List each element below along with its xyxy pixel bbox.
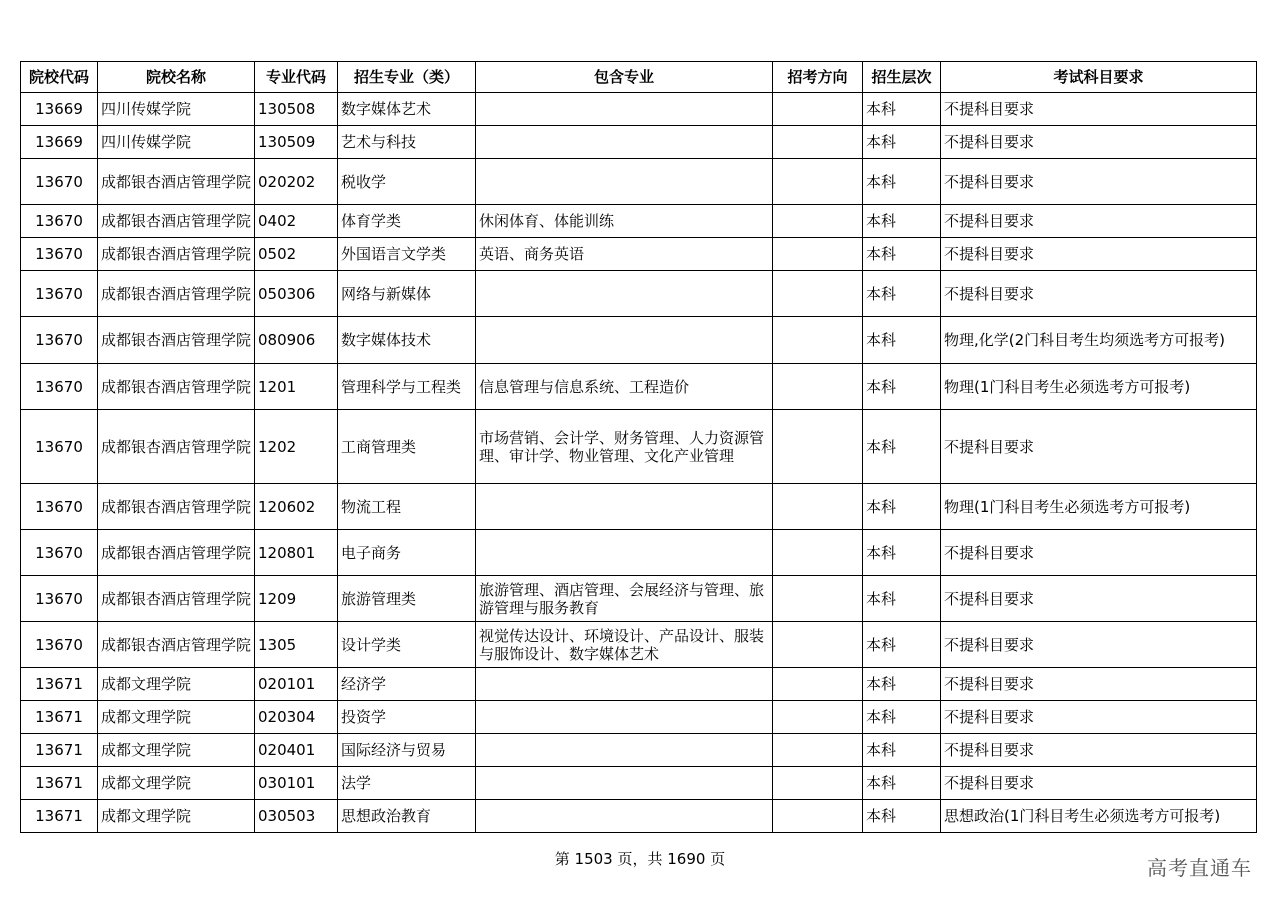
table-row (21, 530, 1257, 576)
cell-requirement: 不提科目要求 (941, 622, 1257, 668)
cell-included-majors: 视觉传达设计、环境设计、产品设计、服装与服饰设计、数字媒体艺术 (476, 622, 773, 668)
cell-school-code: 13669 (21, 93, 98, 126)
cell-included-majors (476, 800, 773, 833)
table-row (21, 238, 1257, 271)
cell-school-name: 成都银杏酒店管理学院 (98, 364, 255, 410)
table-row (21, 800, 1257, 833)
cell-requirement: 不提科目要求 (941, 701, 1257, 734)
cell-school-code: 13670 (21, 364, 98, 410)
cell-school-name: 成都文理学院 (98, 701, 255, 734)
cell-included-majors (476, 530, 773, 576)
cell-direction (773, 622, 863, 668)
cell-included-majors: 信息管理与信息系统、工程造价 (476, 364, 773, 410)
cell-direction (773, 668, 863, 701)
cell-major-code: 050306 (255, 271, 338, 317)
cell-major-code: 1305 (255, 622, 338, 668)
cell-direction (773, 364, 863, 410)
cell-included-majors (476, 484, 773, 530)
table-row (21, 767, 1257, 800)
cell-level: 本科 (863, 622, 941, 668)
cell-major: 数字媒体艺术 (338, 93, 476, 126)
table-row (21, 205, 1257, 238)
cell-major-code: 0402 (255, 205, 338, 238)
cell-direction (773, 410, 863, 484)
cell-school-code: 13670 (21, 238, 98, 271)
table-row (21, 93, 1257, 126)
cell-direction (773, 800, 863, 833)
cell-direction (773, 576, 863, 622)
cell-level: 本科 (863, 238, 941, 271)
cell-level: 本科 (863, 271, 941, 317)
cell-major: 管理科学与工程类 (338, 364, 476, 410)
cell-major: 网络与新媒体 (338, 271, 476, 317)
cell-requirement: 不提科目要求 (941, 767, 1257, 800)
cell-level: 本科 (863, 159, 941, 205)
cell-major: 电子商务 (338, 530, 476, 576)
cell-school-code: 13670 (21, 484, 98, 530)
cell-major-code: 1202 (255, 410, 338, 484)
cell-level: 本科 (863, 701, 941, 734)
table-row (21, 484, 1257, 530)
cell-level: 本科 (863, 576, 941, 622)
cell-direction (773, 701, 863, 734)
admissions-table (20, 61, 1257, 833)
cell-major-code: 030503 (255, 800, 338, 833)
cell-requirement: 物理(1门科目考生必须选考方可报考) (941, 484, 1257, 530)
cell-requirement: 思想政治(1门科目考生必须选考方可报考) (941, 800, 1257, 833)
cell-requirement: 不提科目要求 (941, 93, 1257, 126)
cell-included-majors (476, 734, 773, 767)
cell-level: 本科 (863, 734, 941, 767)
cell-included-majors (476, 317, 773, 364)
cell-level: 本科 (863, 484, 941, 530)
cell-major: 投资学 (338, 701, 476, 734)
cell-included-majors (476, 159, 773, 205)
cell-school-name: 成都银杏酒店管理学院 (98, 622, 255, 668)
cell-school-name: 四川传媒学院 (98, 93, 255, 126)
cell-school-name: 成都文理学院 (98, 668, 255, 701)
cell-school-code: 13670 (21, 271, 98, 317)
cell-requirement: 不提科目要求 (941, 126, 1257, 159)
cell-included-majors: 休闲体育、体能训练 (476, 205, 773, 238)
cell-included-majors (476, 126, 773, 159)
cell-major-code: 020401 (255, 734, 338, 767)
cell-school-name: 成都文理学院 (98, 734, 255, 767)
table-row (21, 410, 1257, 484)
cell-school-code: 13671 (21, 701, 98, 734)
cell-requirement: 不提科目要求 (941, 530, 1257, 576)
cell-major: 设计学类 (338, 622, 476, 668)
cell-school-code: 13670 (21, 622, 98, 668)
cell-requirement: 物理(1门科目考生必须选考方可报考) (941, 364, 1257, 410)
cell-school-name: 成都文理学院 (98, 767, 255, 800)
cell-level: 本科 (863, 800, 941, 833)
table-header-row (21, 62, 1257, 93)
cell-school-code: 13671 (21, 800, 98, 833)
cell-major: 外国语言文学类 (338, 238, 476, 271)
cell-school-name: 成都银杏酒店管理学院 (98, 205, 255, 238)
cell-level: 本科 (863, 668, 941, 701)
cell-school-name: 成都银杏酒店管理学院 (98, 484, 255, 530)
cell-direction (773, 317, 863, 364)
cell-included-majors (476, 668, 773, 701)
cell-major-code: 130509 (255, 126, 338, 159)
table-row (21, 317, 1257, 364)
table-row (21, 126, 1257, 159)
cell-level: 本科 (863, 126, 941, 159)
cell-requirement: 不提科目要求 (941, 205, 1257, 238)
cell-requirement: 不提科目要求 (941, 271, 1257, 317)
cell-major: 经济学 (338, 668, 476, 701)
page-number: 第 1503 页，共 1690 页 (554, 850, 726, 868)
cell-level: 本科 (863, 530, 941, 576)
cell-level: 本科 (863, 317, 941, 364)
cell-requirement: 物理,化学(2门科目考生均须选考方可报考) (941, 317, 1257, 364)
cell-school-code: 13670 (21, 410, 98, 484)
cell-direction (773, 484, 863, 530)
cell-major: 数字媒体技术 (338, 317, 476, 364)
cell-school-name: 成都银杏酒店管理学院 (98, 317, 255, 364)
cell-major-code: 120602 (255, 484, 338, 530)
cell-school-code: 13671 (21, 734, 98, 767)
table-row (21, 622, 1257, 668)
cell-included-majors (476, 271, 773, 317)
cell-direction (773, 159, 863, 205)
cell-school-code: 13670 (21, 530, 98, 576)
cell-school-name: 成都银杏酒店管理学院 (98, 576, 255, 622)
table-row (21, 576, 1257, 622)
cell-school-name: 成都银杏酒店管理学院 (98, 530, 255, 576)
cell-included-majors (476, 93, 773, 126)
table-row (21, 701, 1257, 734)
header-school-code: 院校代码 (21, 62, 98, 93)
cell-school-code: 13670 (21, 205, 98, 238)
cell-direction (773, 126, 863, 159)
cell-school-code: 13670 (21, 159, 98, 205)
cell-school-name: 成都银杏酒店管理学院 (98, 238, 255, 271)
table-row (21, 271, 1257, 317)
header-school-name: 院校名称 (98, 62, 255, 93)
header-major-code: 专业代码 (255, 62, 338, 93)
cell-direction (773, 767, 863, 800)
table-row (21, 159, 1257, 205)
table-row (21, 668, 1257, 701)
cell-major: 工商管理类 (338, 410, 476, 484)
cell-included-majors: 市场营销、会计学、财务管理、人力资源管理、审计学、物业管理、文化产业管理 (476, 410, 773, 484)
cell-major: 旅游管理类 (338, 576, 476, 622)
watermark-text: 高考直通车 (1147, 856, 1252, 880)
header-requirement: 考试科目要求 (941, 62, 1257, 93)
cell-major: 物流工程 (338, 484, 476, 530)
cell-major: 体育学类 (338, 205, 476, 238)
cell-requirement: 不提科目要求 (941, 159, 1257, 205)
cell-school-name: 成都银杏酒店管理学院 (98, 271, 255, 317)
cell-requirement: 不提科目要求 (941, 410, 1257, 484)
cell-direction (773, 238, 863, 271)
cell-level: 本科 (863, 93, 941, 126)
cell-major-code: 020202 (255, 159, 338, 205)
cell-major-code: 080906 (255, 317, 338, 364)
cell-school-code: 13671 (21, 767, 98, 800)
cell-requirement: 不提科目要求 (941, 576, 1257, 622)
cell-included-majors (476, 701, 773, 734)
header-direction: 招考方向 (773, 62, 863, 93)
cell-level: 本科 (863, 205, 941, 238)
cell-included-majors: 旅游管理、酒店管理、会展经济与管理、旅游管理与服务教育 (476, 576, 773, 622)
table-row (21, 364, 1257, 410)
cell-school-name: 成都银杏酒店管理学院 (98, 410, 255, 484)
cell-direction (773, 205, 863, 238)
cell-direction (773, 530, 863, 576)
cell-level: 本科 (863, 410, 941, 484)
cell-included-majors: 英语、商务英语 (476, 238, 773, 271)
cell-major: 艺术与科技 (338, 126, 476, 159)
header-major: 招生专业（类） (338, 62, 476, 93)
cell-school-name: 四川传媒学院 (98, 126, 255, 159)
cell-school-code: 13670 (21, 576, 98, 622)
cell-major-code: 1201 (255, 364, 338, 410)
cell-school-name: 成都银杏酒店管理学院 (98, 159, 255, 205)
cell-included-majors (476, 767, 773, 800)
cell-school-code: 13669 (21, 126, 98, 159)
cell-major-code: 020101 (255, 668, 338, 701)
cell-major: 思想政治教育 (338, 800, 476, 833)
cell-school-code: 13671 (21, 668, 98, 701)
cell-major: 税收学 (338, 159, 476, 205)
cell-major-code: 120801 (255, 530, 338, 576)
cell-major-code: 020304 (255, 701, 338, 734)
cell-direction (773, 734, 863, 767)
cell-major-code: 0502 (255, 238, 338, 271)
cell-level: 本科 (863, 767, 941, 800)
cell-major-code: 030101 (255, 767, 338, 800)
table-row (21, 734, 1257, 767)
cell-major-code: 1209 (255, 576, 338, 622)
cell-major: 国际经济与贸易 (338, 734, 476, 767)
cell-requirement: 不提科目要求 (941, 238, 1257, 271)
cell-direction (773, 271, 863, 317)
cell-major: 法学 (338, 767, 476, 800)
cell-requirement: 不提科目要求 (941, 668, 1257, 701)
cell-school-code: 13670 (21, 317, 98, 364)
header-included-majors: 包含专业 (476, 62, 773, 93)
cell-school-name: 成都文理学院 (98, 800, 255, 833)
cell-requirement: 不提科目要求 (941, 734, 1257, 767)
cell-level: 本科 (863, 364, 941, 410)
header-level: 招生层次 (863, 62, 941, 93)
cell-major-code: 130508 (255, 93, 338, 126)
cell-direction (773, 93, 863, 126)
